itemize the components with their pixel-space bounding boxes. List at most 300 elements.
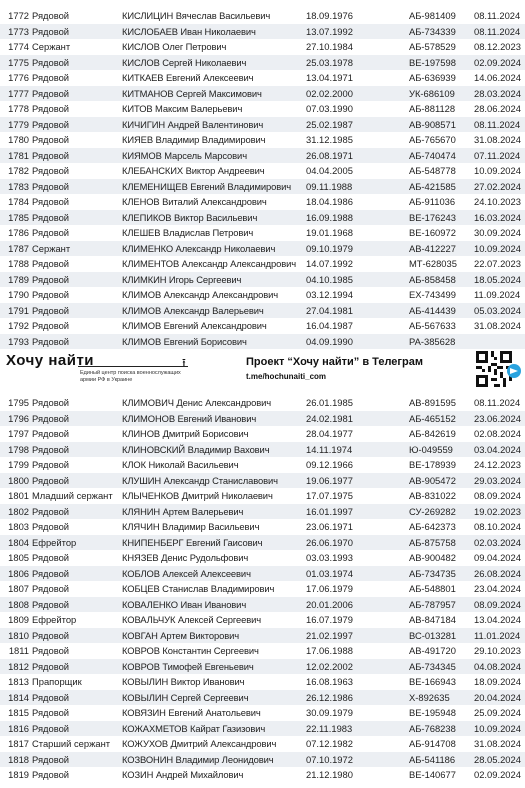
- rank-cell: Рядовой: [32, 10, 70, 21]
- name-cell: КЛИНОВСКИЙ Владимир Вахович: [122, 443, 270, 455]
- birthdate-cell: 13.07.1992: [306, 25, 353, 37]
- table-row: [0, 70, 525, 86]
- date-cell: 03.04.2024: [474, 443, 521, 455]
- rank-cell: Рядовой: [32, 459, 70, 470]
- name-cell: КЛИНОВ Дмитрий Борисович: [122, 428, 249, 439]
- date-cell: 10.09.2024: [474, 242, 521, 254]
- document-cell: ВЕ-140677: [409, 769, 456, 780]
- document-cell: ВЕ-197598: [409, 56, 456, 68]
- document-cell: АБ-914708: [409, 738, 456, 749]
- document-cell: ВЕ-176243: [409, 211, 456, 223]
- document-cell: АБ-578529: [409, 41, 456, 52]
- document-cell: АБ-567633: [409, 320, 456, 331]
- table-row: [0, 612, 525, 628]
- row-number: 1786: [8, 227, 29, 238]
- row-number: 1782: [8, 165, 29, 176]
- birthdate-cell: 18.09.1976: [306, 10, 353, 21]
- name-cell: КОБЦЕВ Станислав Владимирович: [122, 583, 275, 594]
- row-number: 1805: [8, 552, 29, 563]
- date-cell: 14.06.2024: [474, 72, 521, 83]
- row-number: 1818: [8, 753, 29, 765]
- rank-cell: Рядовой: [32, 103, 70, 114]
- birthdate-cell: 01.03.1974: [306, 567, 353, 579]
- birthdate-cell: 02.02.2000: [306, 87, 353, 99]
- name-cell: КОЗИН Андрей Михайлович: [122, 769, 244, 780]
- date-cell: 05.03.2024: [474, 304, 521, 316]
- name-cell: КЛИМОВ Александр Александрович: [122, 289, 279, 300]
- birthdate-cell: 26.06.1970: [306, 536, 353, 548]
- date-cell: 28.06.2024: [474, 103, 521, 114]
- row-number: 1796: [8, 412, 29, 424]
- table-row: [0, 736, 525, 752]
- row-number: 1788: [8, 258, 29, 269]
- table-row: [0, 24, 525, 40]
- rank-cell: Рядовой: [32, 753, 70, 765]
- birthdate-cell: 12.02.2002: [306, 660, 353, 672]
- name-cell: КОВАЛЬЧУК Алексей Сергеевич: [122, 614, 262, 625]
- name-cell: КОВЫЛИН Виктор Иванович: [122, 676, 245, 687]
- row-number: 1817: [8, 738, 29, 749]
- name-cell: КЛЕМЕНИЩЕВ Евгений Владимирович: [122, 180, 292, 192]
- upload-icon: ⭱: [182, 357, 186, 369]
- rank-cell: Сержант: [32, 41, 71, 52]
- name-cell: КЛЫЧЕНКОВ Дмитрий Николаевич: [122, 490, 273, 501]
- date-cell: 02.09.2024: [474, 769, 521, 780]
- row-number: 1800: [8, 474, 29, 486]
- rank-cell: Рядовой: [32, 505, 70, 517]
- name-cell: КИТОВ Максим Валерьевич: [122, 103, 243, 114]
- date-cell: 25.09.2024: [474, 707, 521, 718]
- table-row: [0, 550, 525, 566]
- document-cell: АБ-421585: [409, 180, 456, 192]
- table-row: [0, 241, 525, 257]
- table-row: [0, 535, 525, 551]
- document-cell: АБ-765670: [409, 134, 456, 145]
- table-row: [0, 256, 525, 272]
- name-cell: КИСЛОВ Олег Петрович: [122, 41, 227, 52]
- name-cell: КЛЕБАНСКИХ Виктор Андреевич: [122, 165, 265, 176]
- table-row: [0, 55, 525, 71]
- rank-cell: Рядовой: [32, 428, 70, 439]
- row-number: 1775: [8, 56, 29, 68]
- birthdate-cell: 14.11.1974: [306, 443, 353, 455]
- row-number: 1780: [8, 134, 29, 145]
- rank-cell: Рядовой: [32, 165, 70, 176]
- rank-cell: Рядовой: [32, 180, 70, 192]
- table-row: [0, 721, 525, 737]
- birthdate-cell: 16.04.1987: [306, 320, 353, 331]
- name-cell: КИСЛОВ Сергей Николаевич: [122, 56, 247, 68]
- row-number: 1779: [8, 118, 29, 130]
- table-row: [0, 287, 525, 303]
- birthdate-cell: 09.10.1979: [306, 242, 353, 254]
- name-cell: КЛИМОНОВ Евгений Иванович: [122, 412, 257, 424]
- name-cell: КИЧИГИН Андрей Валентинович: [122, 118, 264, 130]
- rank-cell: Рядовой: [32, 134, 70, 145]
- row-number: 1810: [8, 629, 29, 641]
- table-row: [0, 767, 525, 783]
- records-table-top: [0, 8, 525, 349]
- rank-cell: Рядовой: [32, 521, 70, 532]
- date-cell: 02.09.2024: [474, 56, 521, 68]
- row-number: 1808: [8, 598, 29, 610]
- date-cell: 02.08.2024: [474, 428, 521, 439]
- table-row: [0, 86, 525, 102]
- row-number: 1781: [8, 149, 29, 161]
- date-cell: 24.10.2023: [474, 196, 521, 207]
- rank-cell: Старший сержант: [32, 738, 111, 749]
- row-number: 1798: [8, 443, 29, 455]
- row-number: 1806: [8, 567, 29, 579]
- row-number: 1809: [8, 614, 29, 625]
- table-row: [0, 117, 525, 133]
- banner-project-text: Проект “Хочу найти” в Телеграм: [246, 356, 423, 368]
- name-cell: КОВРОВ Тимофей Евгеньевич: [122, 660, 254, 672]
- document-cell: АБ-842619: [409, 428, 456, 439]
- table-row: [0, 163, 525, 179]
- date-cell: 18.05.2024: [474, 273, 521, 285]
- rank-cell: Рядовой: [32, 227, 70, 238]
- birthdate-cell: 16.09.1988: [306, 211, 353, 223]
- row-number: 1807: [8, 583, 29, 594]
- rank-cell: Рядовой: [32, 320, 70, 331]
- row-number: 1773: [8, 25, 29, 37]
- document-cell: АБ-875758: [409, 536, 456, 548]
- table-row: [0, 395, 525, 411]
- row-number: 1795: [8, 397, 29, 408]
- date-cell: 04.08.2024: [474, 660, 521, 672]
- table-row: [0, 674, 525, 690]
- rank-cell: Прапорщик: [32, 676, 82, 687]
- row-number: 1793: [8, 335, 29, 347]
- name-cell: КИСЛИЦИН Вячеслав Васильевич: [122, 10, 271, 21]
- date-cell: 11.09.2024: [474, 289, 521, 300]
- rank-cell: Рядовой: [32, 769, 70, 780]
- row-number: 1815: [8, 707, 29, 718]
- rank-cell: Рядовой: [32, 552, 70, 563]
- row-number: 1797: [8, 428, 29, 439]
- date-cell: 26.08.2024: [474, 567, 521, 579]
- birthdate-cell: 16.07.1979: [306, 614, 353, 625]
- row-number: 1774: [8, 41, 29, 52]
- birthdate-cell: 17.07.1975: [306, 490, 353, 501]
- rank-cell: Рядовой: [32, 691, 70, 703]
- document-cell: АВ-905472: [409, 474, 456, 486]
- document-cell: АБ-881128: [409, 103, 456, 114]
- name-cell: КЛИМОВИЧ Денис Александрович: [122, 397, 271, 408]
- date-cell: 24.12.2023: [474, 459, 521, 470]
- document-cell: АБ-548801: [409, 583, 456, 594]
- document-cell: Ю-049559: [409, 443, 453, 455]
- date-cell: 20.04.2024: [474, 691, 521, 703]
- rank-cell: Рядовой: [32, 273, 70, 285]
- rank-cell: Рядовой: [32, 567, 70, 579]
- document-cell: АБ-981409: [409, 10, 456, 21]
- birthdate-cell: 17.06.1988: [306, 645, 353, 656]
- birthdate-cell: 22.11.1983: [306, 722, 353, 734]
- banner-underline: [78, 366, 188, 367]
- birthdate-cell: 13.04.1971: [306, 72, 353, 83]
- date-cell: 13.04.2024: [474, 614, 521, 625]
- table-row: [0, 179, 525, 195]
- date-cell: 08.11.2024: [474, 397, 521, 408]
- name-cell: КИТКАЕВ Евгений Алексеевич: [122, 72, 254, 83]
- row-number: 1814: [8, 691, 29, 703]
- document-cell: АВ-831022: [409, 490, 456, 501]
- row-number: 1784: [8, 196, 29, 207]
- row-number: 1778: [8, 103, 29, 114]
- table-row: [0, 225, 525, 241]
- birthdate-cell: 03.03.1993: [306, 552, 353, 563]
- birthdate-cell: 18.04.1986: [306, 196, 353, 207]
- row-number: 1819: [8, 769, 29, 780]
- table-row: [0, 705, 525, 721]
- birthdate-cell: 19.06.1977: [306, 474, 353, 486]
- row-number: 1812: [8, 660, 29, 672]
- name-cell: КОВРОВ Константин Сергеевич: [122, 645, 259, 656]
- birthdate-cell: 04.09.1990: [306, 335, 353, 347]
- table-row: [0, 442, 525, 458]
- document-cell: АБ-465152: [409, 412, 456, 424]
- table-row: [0, 411, 525, 427]
- table-row: [0, 628, 525, 644]
- document-cell: СУ-269282: [409, 505, 456, 517]
- date-cell: 08.09.2024: [474, 490, 521, 501]
- name-cell: КНИПЕНБЕРГ Евгений Гаисович: [122, 536, 263, 548]
- rank-cell: Рядовой: [32, 660, 70, 672]
- birthdate-cell: 27.10.1984: [306, 41, 353, 52]
- table-row: [0, 334, 525, 350]
- date-cell: 19.02.2023: [474, 505, 521, 517]
- row-number: 1789: [8, 273, 29, 285]
- table-row: [0, 210, 525, 226]
- date-cell: 22.07.2023: [474, 258, 521, 269]
- table-row: [0, 457, 525, 473]
- row-number: 1790: [8, 289, 29, 300]
- table-row: [0, 132, 525, 148]
- birthdate-cell: 31.12.1985: [306, 134, 353, 145]
- name-cell: КЛИМОВ Евгений Борисович: [122, 335, 247, 347]
- rank-cell: Рядовой: [32, 304, 70, 316]
- document-cell: АВ-891595: [409, 397, 456, 408]
- document-cell: АВ-900482: [409, 552, 456, 563]
- row-number: 1772: [8, 10, 29, 21]
- date-cell: 28.05.2024: [474, 753, 521, 765]
- rank-cell: Рядовой: [32, 25, 70, 37]
- birthdate-cell: 07.12.1982: [306, 738, 353, 749]
- birthdate-cell: 19.01.1968: [306, 227, 353, 238]
- date-cell: 27.02.2024: [474, 180, 521, 192]
- name-cell: КОЖАХМЕТОВ Кайрат Газизович: [122, 722, 266, 734]
- rank-cell: Рядовой: [32, 629, 70, 641]
- banner-link[interactable]: t.me/hochunaiti_com: [246, 372, 327, 381]
- date-cell: 08.11.2024: [474, 25, 521, 37]
- date-cell: 11.01.2024: [474, 629, 521, 641]
- birthdate-cell: 07.10.1972: [306, 753, 353, 765]
- birthdate-cell: 21.12.1980: [306, 769, 353, 780]
- rank-cell: Рядовой: [32, 149, 70, 161]
- document-cell: АБ-548778: [409, 165, 456, 176]
- document-cell: АБ-858458: [409, 273, 456, 285]
- birthdate-cell: 17.06.1979: [306, 583, 353, 594]
- document-cell: АВ-847184: [409, 614, 456, 625]
- date-cell: 08.11.2024: [474, 118, 521, 130]
- date-cell: 29.03.2024: [474, 474, 521, 486]
- name-cell: КЛИМЕНТОВ Александр Александрович: [122, 258, 297, 269]
- name-cell: КНЯЗЕВ Денис Рудольфович: [122, 552, 249, 563]
- document-cell: АВ-412227: [409, 242, 456, 254]
- date-cell: 28.03.2024: [474, 87, 521, 99]
- date-cell: 18.09.2024: [474, 676, 521, 687]
- rank-cell: Рядовой: [32, 196, 70, 207]
- row-number: 1813: [8, 676, 29, 687]
- records-table-bottom: [0, 395, 525, 783]
- date-cell: 09.04.2024: [474, 552, 521, 563]
- birthdate-cell: 25.02.1987: [306, 118, 353, 130]
- birthdate-cell: 28.04.1977: [306, 428, 353, 439]
- document-cell: АВ-491720: [409, 645, 456, 656]
- row-number: 1799: [8, 459, 29, 470]
- name-cell: КЛИМЕНКО Александр Николаевич: [122, 242, 276, 254]
- document-cell: АБ-768238: [409, 722, 456, 734]
- document-cell: АБ-740474: [409, 149, 456, 161]
- name-cell: КЛИМОВ Александр Валерьевич: [122, 304, 264, 316]
- table-row: [0, 39, 525, 55]
- rank-cell: Рядовой: [32, 118, 70, 130]
- rank-cell: Рядовой: [32, 707, 70, 718]
- table-row: [0, 101, 525, 117]
- document-cell: АБ-734735: [409, 567, 456, 579]
- date-cell: 08.12.2023: [474, 41, 521, 52]
- table-row: [0, 194, 525, 210]
- document-cell: ВЕ-195948: [409, 707, 456, 718]
- row-number: 1811: [8, 645, 29, 656]
- date-cell: 10.09.2024: [474, 722, 521, 734]
- date-cell: 31.08.2024: [474, 134, 521, 145]
- rank-cell: Рядовой: [32, 412, 70, 424]
- document-cell: ЕХ-743499: [409, 289, 456, 300]
- rank-cell: Рядовой: [32, 598, 70, 610]
- rank-cell: Рядовой: [32, 722, 70, 734]
- birthdate-cell: 03.12.1994: [306, 289, 353, 300]
- name-cell: КЛИМКИН Игорь Сергеевич: [122, 273, 242, 285]
- date-cell: 07.11.2024: [474, 149, 521, 161]
- table-row: [0, 504, 525, 520]
- rank-cell: Рядовой: [32, 211, 70, 223]
- birthdate-cell: 16.08.1963: [306, 676, 353, 687]
- birthdate-cell: 20.01.2006: [306, 598, 353, 610]
- document-cell: МТ-628035: [409, 258, 457, 269]
- date-cell: 08.10.2024: [474, 521, 521, 532]
- ad-banner: [0, 350, 525, 388]
- rank-cell: Рядовой: [32, 397, 70, 408]
- birthdate-cell: 27.04.1981: [306, 304, 353, 316]
- name-cell: КЛЯНИН Артем Валерьевич: [122, 505, 244, 517]
- birthdate-cell: 26.12.1986: [306, 691, 353, 703]
- name-cell: КЛЯЧИН Владимир Васильевич: [122, 521, 260, 532]
- name-cell: КОБЛОВ Алексей Алексеевич: [122, 567, 251, 579]
- row-number: 1816: [8, 722, 29, 734]
- birthdate-cell: 09.12.1966: [306, 459, 353, 470]
- date-cell: 31.08.2024: [474, 320, 521, 331]
- name-cell: КИТМАНОВ Сергей Максимович: [122, 87, 262, 99]
- birthdate-cell: 26.01.1985: [306, 397, 353, 408]
- rank-cell: Рядовой: [32, 289, 70, 300]
- table-row: [0, 566, 525, 582]
- name-cell: КИЯЕВ Владимир Владимирович: [122, 134, 266, 145]
- row-number: 1803: [8, 521, 29, 532]
- name-cell: КОВАЛЕНКО Иван Иванович: [122, 598, 247, 610]
- birthdate-cell: 14.07.1992: [306, 258, 353, 269]
- table-row: [0, 488, 525, 504]
- rank-cell: Рядовой: [32, 87, 70, 99]
- row-number: 1785: [8, 211, 29, 223]
- date-cell: 16.03.2024: [474, 211, 521, 223]
- table-row: [0, 581, 525, 597]
- table-row: [0, 473, 525, 489]
- name-cell: КОЗВОНИН Владимир Леонидович: [122, 753, 274, 765]
- name-cell: КОЖУХОВ Дмитрий Александрович: [122, 738, 277, 749]
- birthdate-cell: 16.01.1997: [306, 505, 353, 517]
- document-cell: ВС-013281: [409, 629, 457, 641]
- banner-subtitle: Единый центр поиска военнослужащих армии РФ в Украине: [80, 370, 181, 383]
- table-row: [0, 318, 525, 334]
- rank-cell: Рядовой: [32, 645, 70, 656]
- name-cell: КОВГАН Артем Викторович: [122, 629, 240, 641]
- birthdate-cell: 04.04.2005: [306, 165, 353, 176]
- date-cell: 08.11.2024: [474, 10, 521, 21]
- document-cell: АБ-642373: [409, 521, 456, 532]
- date-cell: 02.03.2024: [474, 536, 521, 548]
- rank-cell: Ефрейтор: [32, 614, 77, 625]
- table-row: [0, 8, 525, 24]
- date-cell: 29.10.2023: [474, 645, 521, 656]
- date-cell: 31.08.2024: [474, 738, 521, 749]
- document-cell: Х-892635: [409, 691, 450, 703]
- table-row: [0, 643, 525, 659]
- name-cell: КЛЕНОВ Виталий Александрович: [122, 196, 267, 207]
- rank-cell: Рядовой: [32, 443, 70, 455]
- telegram-icon: [507, 364, 521, 378]
- date-cell: 08.09.2024: [474, 598, 521, 610]
- document-cell: РА-385628: [409, 335, 456, 347]
- table-row: [0, 752, 525, 768]
- name-cell: КЛОК Николай Васильевич: [122, 459, 239, 470]
- document-cell: АВ-908571: [409, 118, 456, 130]
- document-cell: АБ-734345: [409, 660, 456, 672]
- document-cell: АБ-787957: [409, 598, 456, 610]
- table-row: [0, 690, 525, 706]
- rank-cell: Сержант: [32, 242, 71, 254]
- document-cell: АБ-911036: [409, 196, 456, 207]
- table-row: [0, 272, 525, 288]
- name-cell: КЛУШИН Александр Станиславович: [122, 474, 278, 486]
- date-cell: 10.09.2024: [474, 165, 521, 176]
- rank-cell: Рядовой: [32, 474, 70, 486]
- birthdate-cell: 25.03.1978: [306, 56, 353, 68]
- row-number: 1801: [8, 490, 29, 501]
- name-cell: КИЯМОВ Марсель Марсович: [122, 149, 247, 161]
- birthdate-cell: 24.02.1981: [306, 412, 353, 424]
- table-row: [0, 659, 525, 675]
- document-cell: ВЕ-160972: [409, 227, 456, 238]
- row-number: 1783: [8, 180, 29, 192]
- document-cell: АБ-734339: [409, 25, 456, 37]
- document-cell: УК-686109: [409, 87, 455, 99]
- rank-cell: Рядовой: [32, 56, 70, 68]
- date-cell: 23.06.2024: [474, 412, 521, 424]
- birthdate-cell: 09.11.1988: [306, 180, 353, 192]
